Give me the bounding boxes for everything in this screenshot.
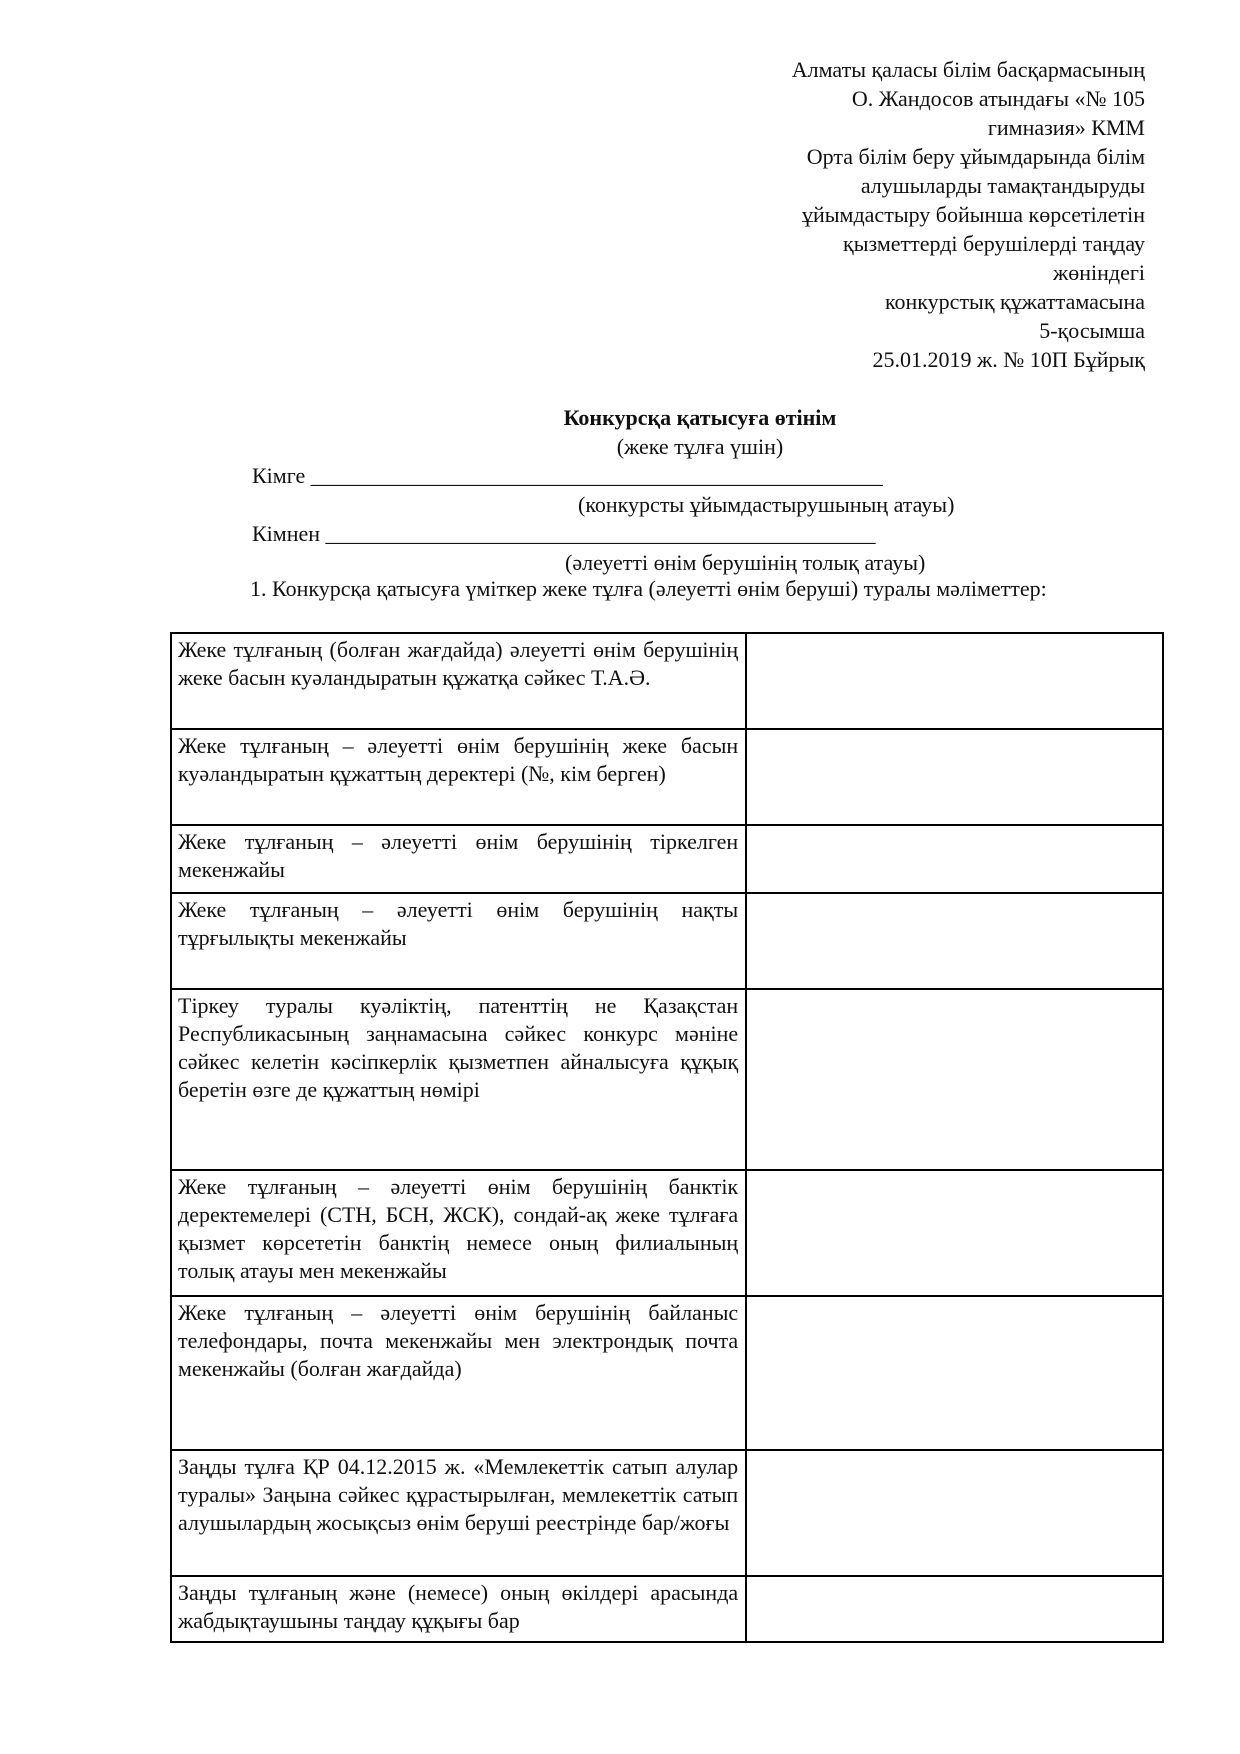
header-line: гимназия» КММ: [987, 115, 1145, 140]
row-value-field[interactable]: [746, 825, 1163, 893]
table-row: [171, 729, 1163, 825]
form-subtitle: (жеке тұлға үшін): [616, 434, 784, 459]
row-value-field[interactable]: [746, 1296, 1163, 1450]
row-label: Жеке тұлғаның (болған жағдайда) әлеуетті өнім берушінің жеке басын куәландыратын құжатқа сәйкес Т.А.Ә.: [171, 633, 746, 729]
annex-header: [625, 55, 1145, 374]
row-label: Тіркеу туралы куәліктің, патенттің не Қазақстан Республикасының заңнамасына сәйкес конкурс мәніне сәйкес келетін кәсіпкерлік қызметпен айналысуға құқық беретін өзге де құжаттың нөмірі: [171, 989, 746, 1170]
header-line: 25.01.2019 ж. № 10П Бұйрық: [872, 347, 1145, 372]
row-label: Жеке тұлғаның – әлеуетті өнім берушінің нақты тұрғылықты мекенжайы: [171, 893, 746, 989]
row-label: Жеке тұлғаның – әлеуетті өнім берушінің банктік деректемелері (СТН, БСН, ЖСК), сондай-ақ жеке тұлғаға қызмет көрсететін банктің немесе оның филиалының толық атауы мен мекенжайы: [171, 1170, 746, 1296]
applicant-info-table: [170, 632, 1164, 1643]
to-field-caption: (конкурсты ұйымдастырушының атауы): [578, 492, 955, 517]
header-line: ұйымдастыру бойынша көрсетілетін: [802, 202, 1145, 227]
table-row: [171, 1170, 1163, 1296]
table-row: [171, 1296, 1163, 1450]
table-row: [171, 1450, 1163, 1576]
row-value-field[interactable]: [746, 729, 1163, 825]
header-line: қызметтерді берушілерді таңдау: [843, 231, 1145, 256]
row-value-field[interactable]: [746, 989, 1163, 1170]
table-row: [171, 893, 1163, 989]
header-line: конкурстық құжаттамасына: [884, 289, 1145, 314]
section-1-intro: [175, 575, 1165, 603]
row-label: Жеке тұлғаның – әлеуетті өнім берушінің жеке басын куәландыратын құжаттың деректері (№, кім берген): [171, 729, 746, 825]
header-line: 5-қосымша: [1039, 318, 1145, 343]
header-line: жөніндегі: [1053, 260, 1145, 285]
from-field-line: Кімнен __________________________________________________: [252, 521, 876, 546]
from-field-caption: (әлеуетті өнім берушінің толық атауы): [565, 550, 926, 575]
row-value-field[interactable]: [746, 893, 1163, 989]
header-line: алушыларды тамақтандыруды: [860, 173, 1145, 198]
row-value-field[interactable]: [746, 1450, 1163, 1576]
row-value-field[interactable]: [746, 1576, 1163, 1642]
table-row: [171, 825, 1163, 893]
to-field-line: Кімге ____________________________________________________: [252, 463, 883, 488]
section-1-intro-text: 1. Конкурсқа қатысуға үміткер жеке тұлға (әлеуетті өнім беруші) туралы мәліметтер:: [250, 576, 1047, 601]
row-label: Заңды тұлғаның және (немесе) оның өкілдері арасында жабдықтаушыны таңдау құқығы бар: [171, 1576, 746, 1642]
header-line: Алматы қаласы білім басқармасының: [791, 57, 1145, 82]
row-label: Заңды тұлға ҚР 04.12.2015 ж. «Мемлекеттік сатып алулар туралы» Заңына сәйкес құрастырылған, мемлекеттік сатып алушылардың жосықсыз өнім беруші реестрінде бар/жоғы: [171, 1450, 746, 1576]
table-row: [171, 1576, 1163, 1642]
row-value-field[interactable]: [746, 633, 1163, 729]
header-line: О. Жандосов атындағы «№ 105: [851, 86, 1145, 111]
row-label: Жеке тұлғаның – әлеуетті өнім берушінің тіркелген мекенжайы: [171, 825, 746, 893]
row-value-field[interactable]: [746, 1170, 1163, 1296]
form-title: Конкурсқа қатысуға өтінім: [563, 405, 837, 430]
table-row: [171, 633, 1163, 729]
header-line: Орта білім беру ұйымдарында білім: [806, 144, 1145, 169]
row-label: Жеке тұлғаның – әлеуетті өнім берушінің байланыс телефондары, почта мекенжайы мен электрондық почта мекенжайы (болған жағдайда): [171, 1296, 746, 1450]
table-row: [171, 989, 1163, 1170]
